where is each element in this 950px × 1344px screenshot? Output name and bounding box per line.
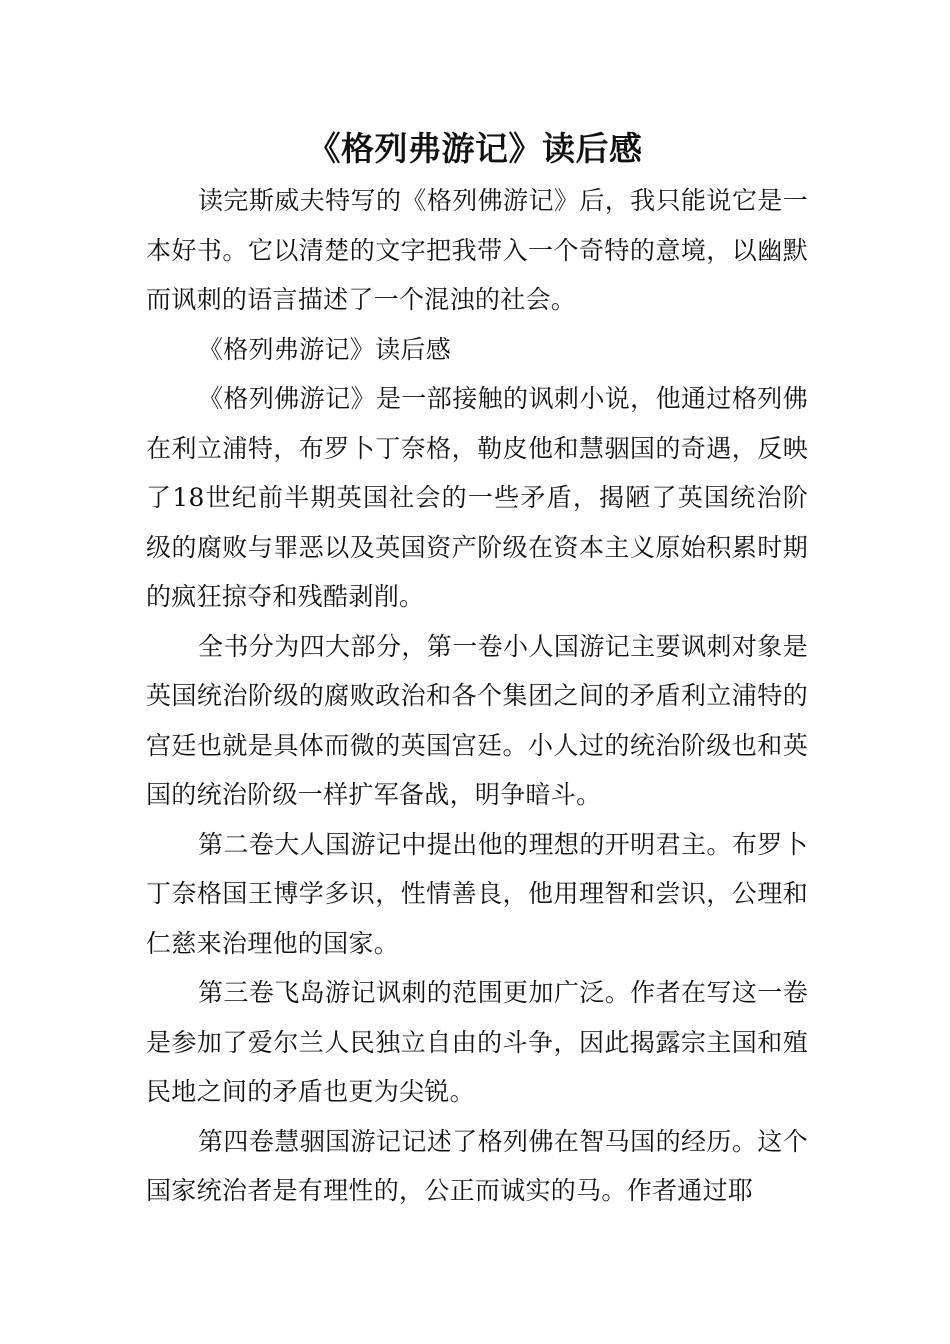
paragraph-volume-four: 第四卷慧骃国游记记述了格列佛在智马国的经历。这个国家统治者是有理性的，公正而诚实的马。作者通过耶 xyxy=(146,1126,808,1205)
paragraph-summary: 《格列佛游记》是一部接触的讽刺小说，他通过格列佛在利立浦特，布罗卜丁奈格，勒皮他和慧骃国的奇遇，反映了18世纪前半期英国社会的一些矛盾，揭陋了英国统治阶级的腐败与罪恶以及英国资产阶级在资本主义原始积累时期的疯狂掠夺和残酷剥削。 xyxy=(146,384,808,611)
paragraph-subtitle: 《格列弗游记》读后感 xyxy=(198,334,452,364)
document-title: 《格列弗游记》读后感 xyxy=(307,129,643,168)
paragraph-volume-one: 全书分为四大部分，第一卷小人国游记主要讽刺对象是英国统治阶级的腐败政治和各个集团之间的矛盾利立浦特的宫廷也就是具体而微的英国宫廷。小人过的统治阶级也和英国的统治阶级一样扩军备战，明争暗斗。 xyxy=(146,631,808,809)
paragraph-intro: 读完斯威夫特写的《格列佛游记》后，我只能说它是一本好书。它以清楚的文字把我带入一个奇特的意境，以幽默而讽刺的语言描述了一个混浊的社会。 xyxy=(146,186,808,314)
document-body xyxy=(146,176,808,1216)
paragraph-volume-three: 第三卷飞岛游记讽刺的范围更加广泛。作者在写这一卷是参加了爱尔兰人民独立自由的斗争，因此揭露宗主国和殖民地之间的矛盾也更为尖锐。 xyxy=(146,978,808,1106)
paragraph-volume-two: 第二卷大人国游记中提出他的理想的开明君主。布罗卜丁奈格国王博学多识，性情善良，他用理智和尝识，公理和仁慈来治理他的国家。 xyxy=(146,829,808,958)
